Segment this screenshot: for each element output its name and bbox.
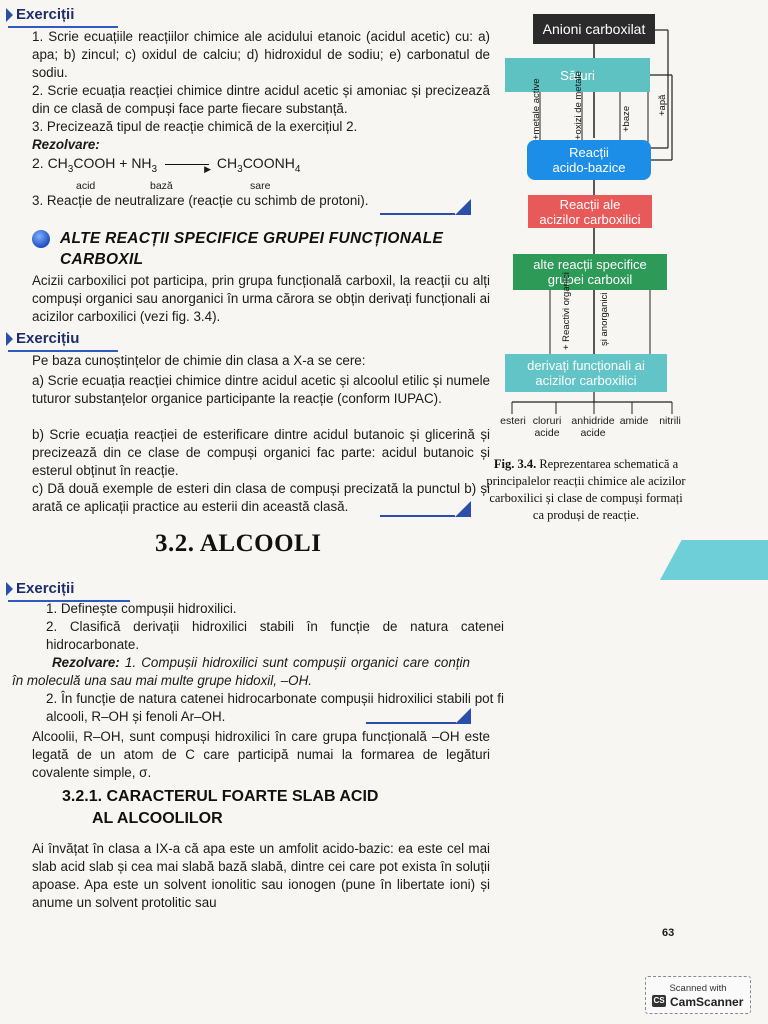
exercise3-item1: 1. Definește compușii hidroxilici. <box>46 601 237 616</box>
box-derivatives-line2: acizilor carboxilici <box>535 373 637 388</box>
equation-lead: 2. CH <box>32 155 68 171</box>
exercise3-solution1 <box>12 654 470 690</box>
label-metal-oxides: +oxizi de metale <box>573 71 584 140</box>
exercise-intro: Pe baza cunoștințelor de chimie din clasa a X-a se cere: <box>32 353 366 368</box>
subsection-title-2: AL ALCOOLILOR <box>92 810 223 827</box>
exercise-c: c) Dă două exemple de esteri din clasa de compuși precizată la punctul b) și arată ce aplicații practice au esterii din această clasă. <box>32 481 490 514</box>
box-acid-reactions-line1: Reacții ale <box>559 196 621 212</box>
box-other-reactions <box>513 254 667 290</box>
subsection-paragraph: Ai învățat în clasa a IX-a că apa este un amfolit acido-bazic: ea este cel mai slab acid slab și cea mai slabă bază slabă, dintre cei care pot exista în soluții apoase. Apa este un solvent ionolitic sau ionogen (pune în libertate ioni) și anume un solvent protolitic sau <box>32 841 490 910</box>
box-other-line1: alte reacții specifice <box>533 257 647 272</box>
exercises-header-3: Exerciții <box>6 580 74 598</box>
corner-line-2 <box>380 515 455 517</box>
exercises-header: Exerciții <box>6 6 74 24</box>
derivative-esters: esteri <box>500 415 526 427</box>
derivative-nitriles: nitrili <box>659 415 681 427</box>
exercise-1: 1. Scrie ecuațiile reacțiilor chimice ale acidului etanoic (acidul acetic) cu: a) apa; b) zincul; c) oxidul de calciu; d) hidroxidul de sodiu; e) carbonatul de sodiu. <box>32 29 490 80</box>
label-acid: acid <box>76 180 96 192</box>
corner-line-3 <box>366 722 456 724</box>
exercise3-solution2: 2. În funcție de natura catenei hidrocarbonate compușii hidroxilici stabili pot fi alcooli, R–OH și fenoli Ar–OH. <box>46 691 504 724</box>
solution1-text: 1. Compușii hidroxilici sunt compușii organici care conțin în moleculă una sau mai multe grupe hidoxil, –OH. <box>12 655 470 688</box>
solution-label-3: Rezolvare: <box>52 655 120 670</box>
derivative-anhydrides: anhidride acide <box>571 415 615 439</box>
box-acid-base-line1: Reacții <box>569 145 609 160</box>
corner-line <box>380 213 455 215</box>
box-derivatives <box>505 354 667 392</box>
derivative-amides: amide <box>619 415 649 427</box>
exercise3-item2: 2. Clasifică derivații hidroxilici stabili în funcție de natura catenei hidrocarbonate. <box>46 619 504 652</box>
scanner-stamp <box>645 976 751 1014</box>
section-title-2: CARBOXIL <box>60 251 144 268</box>
box-derivatives-line1: derivați funcționali ai <box>527 358 645 373</box>
subsection-title: 3.2.1. CARACTERUL FOARTE SLAB ACID <box>62 788 379 805</box>
page-number: 63 <box>662 927 675 939</box>
chapter-title: 3.2. ALCOOLI <box>155 530 322 557</box>
figure-label: Fig. 3.4. <box>493 457 537 471</box>
box-acid-base-reactions <box>527 140 651 180</box>
solution-label: Rezolvare: <box>32 137 100 152</box>
box-anions: Anioni carboxilat <box>533 14 655 44</box>
corner-mark-3 <box>455 708 471 724</box>
answer-3: 3. Reacție de neutralizare (reacție cu schimb de protoni). <box>32 193 369 208</box>
label-metals-active: +metale active <box>531 78 542 140</box>
label-salt: sare <box>250 180 271 192</box>
figure-text: Reprezentarea schematică a principalelor reacții chimice ale acizilor carboxilici și clase de compuși formați ca produși de reacție. <box>486 457 686 522</box>
scanner-brand: CamScanner <box>670 995 744 1009</box>
section-bullet-icon <box>32 230 50 248</box>
box-other-line2: grupei carboxil <box>547 272 633 287</box>
exercise-header: Exercițiu <box>6 330 79 348</box>
exercise-2: 2. Scrie ecuația reacției chimice dintre acidul acetic și amoniac și precizează din ce clasă de compuși face parte fiecare substanță. <box>32 83 490 116</box>
figure-caption <box>486 456 686 524</box>
section-paragraph: Acizii carboxilici pot participa, prin grupa funcțională carboxil, la reacții cu alți compuși organici sau anorganici în urma cărora se obțin derivați funcționali ai acizilor carboxilici (vezi fig. 3.4). <box>32 273 490 324</box>
section-title: ALTE REACȚII SPECIFICE GRUPEI FUNCȚIONALE <box>60 230 444 247</box>
box-acid-reactions-line2: acizilor carboxilici <box>539 211 641 227</box>
equation: 2. $CH_3COOH + NH_3$ ▶ $CH_3COONH_4$ <box>32 155 301 175</box>
page-edge-tab <box>660 540 768 580</box>
exercise-b: b) Scrie ecuația reacției de esterificare dintre acidul butanoic și glicerină și precizează din ce clase de compuși organici fac parte: acidul butanoic și esterul obținut în reacție. <box>32 427 490 478</box>
label-water: +apă <box>657 94 668 116</box>
box-salts: Săruri <box>505 58 650 92</box>
scanner-line1: Scanned with <box>669 983 727 994</box>
box-acid-base-line2: acido-bazice <box>552 160 626 175</box>
box-acid-reactions <box>528 195 652 228</box>
label-base: bază <box>150 180 173 192</box>
alcohols-paragraph: Alcoolii, R–OH, sunt compuși hidroxilici în care grupa funcțională –OH este legată de un atom de C care participă numai la formarea de legături covalente simple, σ. <box>32 729 490 780</box>
camscanner-logo-icon: CS <box>653 996 665 1005</box>
exercise-a: a) Scrie ecuația reacției chimice dintre acidul acetic și alcoolul etilic și numele tuturor substanțelor organice participante la reacție (conform IUPAC). <box>32 373 490 406</box>
arrow: ▶ <box>165 164 209 165</box>
label-bases: +baze <box>621 105 632 132</box>
corner-mark <box>455 199 471 215</box>
label-reagents: + Reactivi organici <box>561 272 572 350</box>
label-reagents-2: și anorganici <box>599 292 610 346</box>
corner-mark-2 <box>455 501 471 517</box>
exercise-3: 3. Precizează tipul de reacție chimică de la exercițiul 2. <box>32 119 358 134</box>
derivative-acid-chlorides: cloruri acide <box>532 415 562 439</box>
